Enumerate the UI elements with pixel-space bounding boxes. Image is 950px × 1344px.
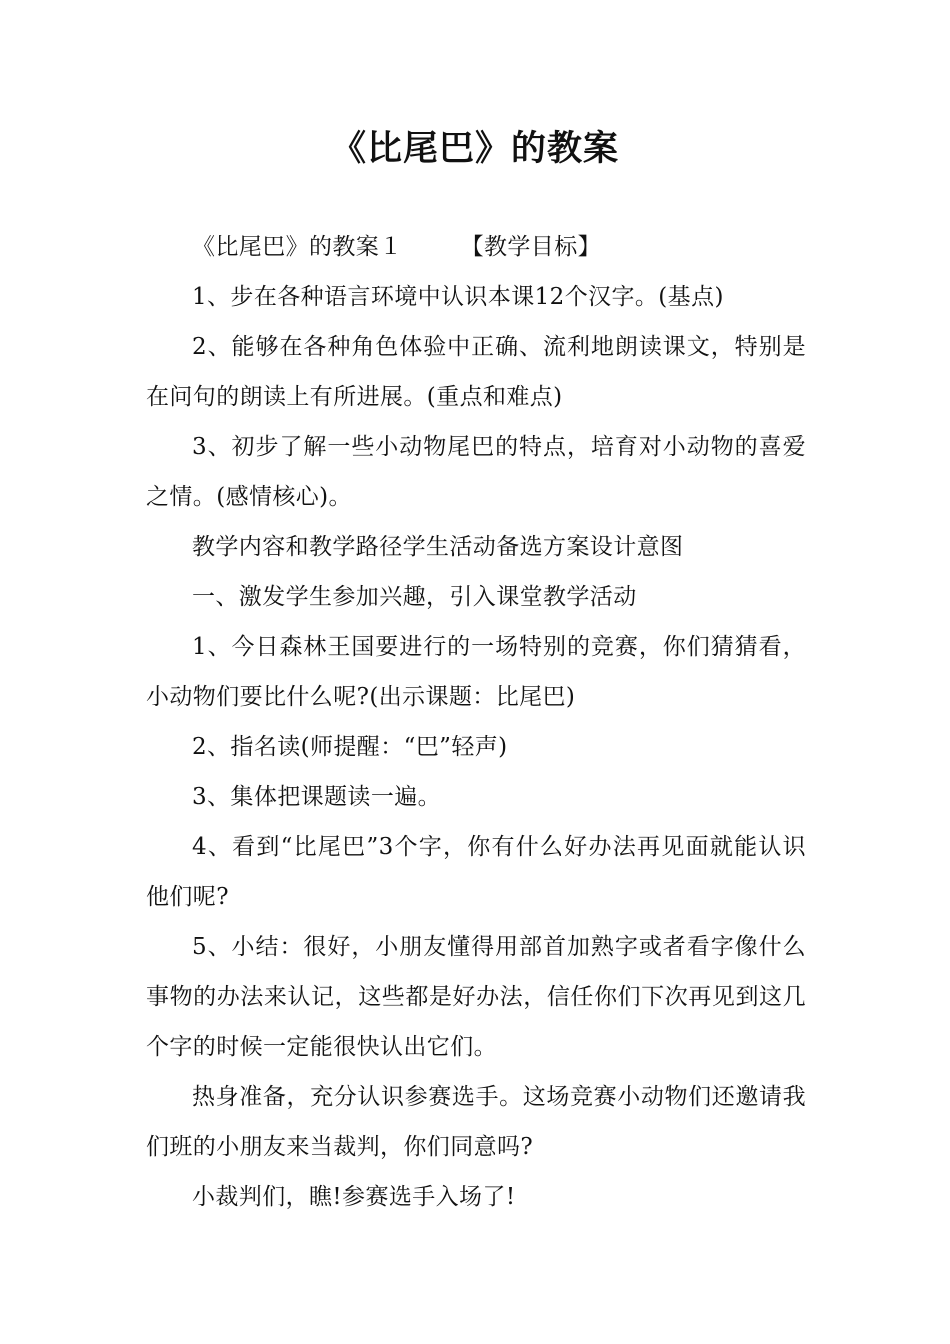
paragraph-step-5: 5、小结：很好，小朋友懂得用部首加熟字或者看字像什么事物的办法来认记，这些都是好办法，信任你们下次再见到这几个字的时候一定能很快认出它们。: [146, 934, 806, 1060]
paragraph-content-heading: 教学内容和教学路径学生活动备选方案设计意图: [192, 534, 684, 560]
intro-paragraph: [146, 222, 806, 272]
paragraph-step-1: 1、今日森林王国要进行的一场特别的竞赛，你们猜猜看，小动物们要比什么呢?(出示课题：比尾巴): [146, 634, 806, 710]
document-title: 《比尾巴》的教案: [330, 129, 619, 169]
paragraph-goal-3: 3、初步了解一些小动物尾巴的特点，培育对小动物的喜爱之情。(感情核心)。: [146, 434, 806, 510]
paragraph-step-4: 4、看到“比尾巴”3个字，你有什么好办法再见面就能认识他们呢?: [146, 834, 806, 910]
intro-heading: 【教学目标】: [460, 234, 602, 260]
paragraph-entrance: 小裁判们，瞧!参赛选手入场了!: [192, 1184, 516, 1210]
paragraph-goal-1: 1、步在各种语言环境中认识本课12个汉字。(基点): [192, 284, 724, 310]
paragraph-step-3: 3、集体把课题读一遍。: [192, 784, 442, 810]
paragraph-warmup: 热身准备，充分认识参赛选手。这场竞赛小动物们还邀请我们班的小朋友来当裁判，你们同意吗?: [146, 1084, 806, 1160]
paragraph-step-2: 2、指名读(师提醒：“巴”轻声): [192, 734, 508, 760]
paragraph-section-1: 一、激发学生参加兴趣，引入课堂教学活动: [192, 584, 637, 610]
document-body: [146, 222, 806, 1222]
intro-label: 《比尾巴》的教案１: [192, 234, 403, 260]
paragraph-goal-2: 2、能够在各种角色体验中正确、流利地朗读课文，特别是在问句的朗读上有所进展。(重点和难点): [146, 334, 806, 410]
